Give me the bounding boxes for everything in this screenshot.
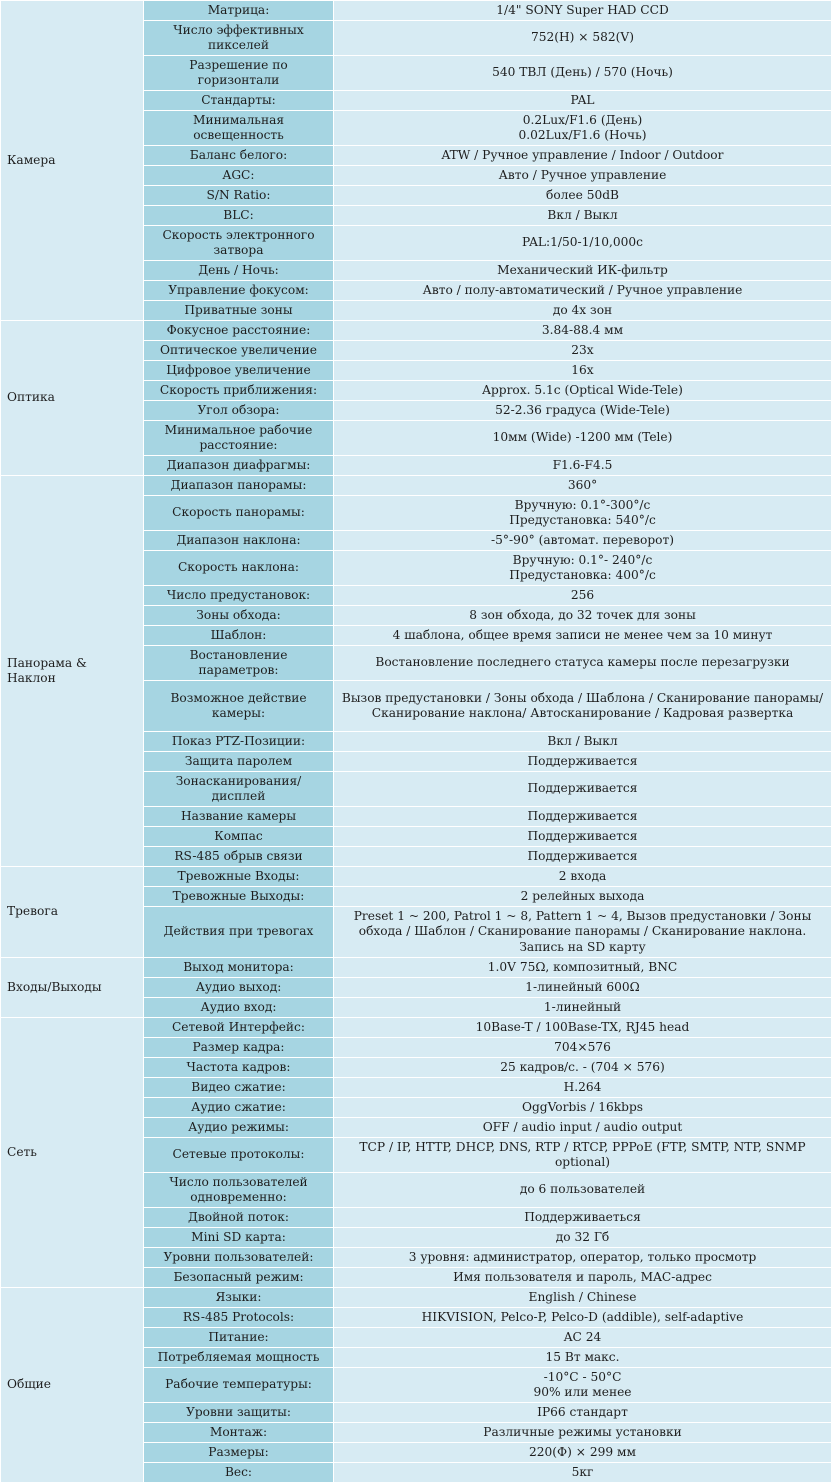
spec-label: Рабочие температуры: <box>144 1368 334 1403</box>
spec-label: Видео сжатие: <box>144 1078 334 1098</box>
spec-value: PAL:1/50-1/10,000c <box>334 226 831 261</box>
spec-value: Поддерживается <box>334 772 831 807</box>
spec-label: Скорость приближения: <box>144 381 334 401</box>
category-cell: Входы/Выходы <box>1 958 144 1018</box>
spec-value: -10°C - 50°C 90% или менее <box>334 1368 831 1403</box>
spec-label: Востановление параметров: <box>144 646 334 681</box>
spec-label: Зоны обхода: <box>144 606 334 626</box>
spec-value: Авто / Ручное управление <box>334 166 831 186</box>
spec-value: 540 ТВЛ (День) / 570 (Ночь) <box>334 56 831 91</box>
spec-value: Approx. 5.1c (Optical Wide-Tele) <box>334 381 831 401</box>
spec-label: Скорость электронного затвора <box>144 226 334 261</box>
spec-label: RS-485 обрыв связи <box>144 847 334 867</box>
spec-value: 256 <box>334 586 831 606</box>
spec-label: Оптическое увеличение <box>144 341 334 361</box>
spec-label: Скорость панорамы: <box>144 496 334 531</box>
spec-label: Защита паролем <box>144 752 334 772</box>
spec-value: до 6 пользователей <box>334 1173 831 1208</box>
spec-label: Тревожные Входы: <box>144 867 334 887</box>
category-cell: Общие <box>1 1288 144 1483</box>
spec-label: Аудио режимы: <box>144 1118 334 1138</box>
spec-label: Минимальная освещенность <box>144 111 334 146</box>
spec-value: 10Base-T / 100Base-TX, RJ45 head <box>334 1018 831 1038</box>
category-cell: Сеть <box>1 1018 144 1288</box>
spec-label: Mini SD карта: <box>144 1228 334 1248</box>
spec-label: Зонасканирования/ дисплей <box>144 772 334 807</box>
spec-value: Различные режимы установки <box>334 1423 831 1443</box>
spec-label: Размеры: <box>144 1443 334 1463</box>
spec-label: Сетевые протоколы: <box>144 1138 334 1173</box>
spec-label: Частота кадров: <box>144 1058 334 1078</box>
spec-label: Число предустановок: <box>144 586 334 606</box>
spec-label: Диапазон наклона: <box>144 531 334 551</box>
category-cell: Оптика <box>1 321 144 476</box>
spec-label: Стандарты: <box>144 91 334 111</box>
spec-value: 752(H) × 582(V) <box>334 21 831 56</box>
spec-value: 16x <box>334 361 831 381</box>
spec-label: Потребляемая мощность <box>144 1348 334 1368</box>
spec-label: Скорость наклона: <box>144 551 334 586</box>
spec-value: 52-2.36 градуса (Wide-Tele) <box>334 401 831 421</box>
spec-value: 1.0V 75Ω, композитный, BNC <box>334 958 831 978</box>
category-cell: Камера <box>1 1 144 321</box>
spec-label: Тревожные Выходы: <box>144 887 334 907</box>
spec-value: PAL <box>334 91 831 111</box>
table-row <box>1 958 831 978</box>
spec-label: Число пользователей одновременно: <box>144 1173 334 1208</box>
spec-label: Вес: <box>144 1463 334 1483</box>
spec-label: Аудио вход: <box>144 998 334 1018</box>
spec-label: Матрица: <box>144 1 334 21</box>
spec-label: Аудио выход: <box>144 978 334 998</box>
spec-label: Шаблон: <box>144 626 334 646</box>
spec-label: Компас <box>144 827 334 847</box>
spec-label: Название камеры <box>144 807 334 827</box>
spec-value: Поддерживается <box>334 807 831 827</box>
spec-label: День / Ночь: <box>144 261 334 281</box>
spec-value: 220(Ф) × 299 мм <box>334 1443 831 1463</box>
spec-label: Возможное действие камеры: <box>144 681 334 732</box>
spec-value: 3.84-88.4 мм <box>334 321 831 341</box>
table-row <box>1 321 831 341</box>
spec-value: Вкл / Выкл <box>334 732 831 752</box>
spec-value: Поддерживается <box>334 827 831 847</box>
spec-value: Preset 1 ~ 200, Patrol 1 ~ 8, Pattern 1 ~ 4, Вызов предустановки / Зоны обхода / Шаблон / Сканирование панорамы / Сканирование наклона. Запись на SD карту <box>334 907 831 958</box>
spec-value: TCP / IP, HTTP, DHCP, DNS, RTP / RTCP, PPPoE (FTP, SMTP, NTP, SNMP optional) <box>334 1138 831 1173</box>
spec-value: Имя пользователя и пароль, MAC-адрес <box>334 1268 831 1288</box>
spec-value: до 4х зон <box>334 301 831 321</box>
spec-value: Вкл / Выкл <box>334 206 831 226</box>
spec-label: Уровни пользователей: <box>144 1248 334 1268</box>
spec-value: 0.2Lux/F1.6 (День) 0.02Lux/F1.6 (Ночь) <box>334 111 831 146</box>
spec-label: Безопасный режим: <box>144 1268 334 1288</box>
table-row <box>1 1288 831 1308</box>
spec-label: Управление фокусом: <box>144 281 334 301</box>
spec-label: Действия при тревогах <box>144 907 334 958</box>
spec-label: Угол обзора: <box>144 401 334 421</box>
spec-value: ATW / Ручное управление / Indoor / Outdoor <box>334 146 831 166</box>
spec-label: Число эффективных пикселей <box>144 21 334 56</box>
spec-value: Вручную: 0.1°-300°/c Предустановка: 540°/c <box>334 496 831 531</box>
spec-value: Поддерживаеться <box>334 1208 831 1228</box>
spec-label: Выход монитора: <box>144 958 334 978</box>
spec-value: 23x <box>334 341 831 361</box>
spec-label: RS-485 Protocols: <box>144 1308 334 1328</box>
spec-value: 4 шаблона, общее время записи не менее чем за 10 минут <box>334 626 831 646</box>
specs-table-body <box>1 1 831 1483</box>
spec-value: OggVorbis / 16kbps <box>334 1098 831 1118</box>
spec-value: 1-линейный 600Ω <box>334 978 831 998</box>
spec-label: S/N Ratio: <box>144 186 334 206</box>
spec-value: HIKVISION, Pelco-P, Pelco-D (addible), self-adaptive <box>334 1308 831 1328</box>
table-row <box>1 867 831 887</box>
spec-value: Вызов предустановки / Зоны обхода / Шаблона / Сканирование панорамы/ Сканирование наклона/ Автосканирование / Кадровая развертка <box>334 681 831 732</box>
spec-label: Диапазон диафрагмы: <box>144 456 334 476</box>
table-row <box>1 1 831 21</box>
category-cell: Панорама & Наклон <box>1 476 144 867</box>
spec-value: IP66 стандарт <box>334 1403 831 1423</box>
spec-value: 2 релейных выхода <box>334 887 831 907</box>
spec-label: BLC: <box>144 206 334 226</box>
spec-label: Минимальное рабочие расстояние: <box>144 421 334 456</box>
spec-label: Уровни защиты: <box>144 1403 334 1423</box>
spec-label: AGC: <box>144 166 334 186</box>
spec-value: 1/4" SONY Super HAD CCD <box>334 1 831 21</box>
spec-label: Аудио сжатие: <box>144 1098 334 1118</box>
spec-label: Приватные зоны <box>144 301 334 321</box>
spec-value: 360° <box>334 476 831 496</box>
spec-value: Поддерживается <box>334 752 831 772</box>
spec-label: Сетевой Интерфейс: <box>144 1018 334 1038</box>
spec-value: 1-линейный <box>334 998 831 1018</box>
table-row <box>1 476 831 496</box>
spec-value: более 50dB <box>334 186 831 206</box>
spec-value: English / Chinese <box>334 1288 831 1308</box>
spec-value: 3 уровня: администратор, оператор, только просмотр <box>334 1248 831 1268</box>
category-cell: Тревога <box>1 867 144 958</box>
spec-label: Показ PTZ-Позиции: <box>144 732 334 752</box>
spec-value: 15 Вт макс. <box>334 1348 831 1368</box>
spec-value: 8 зон обхода, до 32 точек для зоны <box>334 606 831 626</box>
spec-value: Вручную: 0.1°- 240°/c Предустановка: 400°/c <box>334 551 831 586</box>
spec-label: Питание: <box>144 1328 334 1348</box>
spec-label: Языки: <box>144 1288 334 1308</box>
spec-label: Диапазон панорамы: <box>144 476 334 496</box>
spec-label: Разрешение по горизонтали <box>144 56 334 91</box>
spec-value: 2 входа <box>334 867 831 887</box>
spec-value: H.264 <box>334 1078 831 1098</box>
spec-label: Цифровое увеличение <box>144 361 334 381</box>
spec-label: Монтаж: <box>144 1423 334 1443</box>
spec-value: Востановление последнего статуса камеры после перезагрузки <box>334 646 831 681</box>
spec-value: F1.6-F4.5 <box>334 456 831 476</box>
spec-value: 5кг <box>334 1463 831 1483</box>
spec-label: Двойной поток: <box>144 1208 334 1228</box>
spec-value: Механический ИК-фильтр <box>334 261 831 281</box>
spec-label: Размер кадра: <box>144 1038 334 1058</box>
spec-value: Поддерживается <box>334 847 831 867</box>
spec-value: Авто / полу-автоматический / Ручное управление <box>334 281 831 301</box>
spec-label: Баланс белого: <box>144 146 334 166</box>
spec-value: -5°-90° (автомат. переворот) <box>334 531 831 551</box>
spec-value: 25 кадров/с. - (704 × 576) <box>334 1058 831 1078</box>
spec-value: OFF / audio input / audio output <box>334 1118 831 1138</box>
table-row <box>1 1018 831 1038</box>
spec-value: до 32 Гб <box>334 1228 831 1248</box>
spec-value: 10мм (Wide) -1200 мм (Tele) <box>334 421 831 456</box>
spec-label: Фокусное расстояние: <box>144 321 334 341</box>
spec-value: AC 24 <box>334 1328 831 1348</box>
spec-value: 704×576 <box>334 1038 831 1058</box>
